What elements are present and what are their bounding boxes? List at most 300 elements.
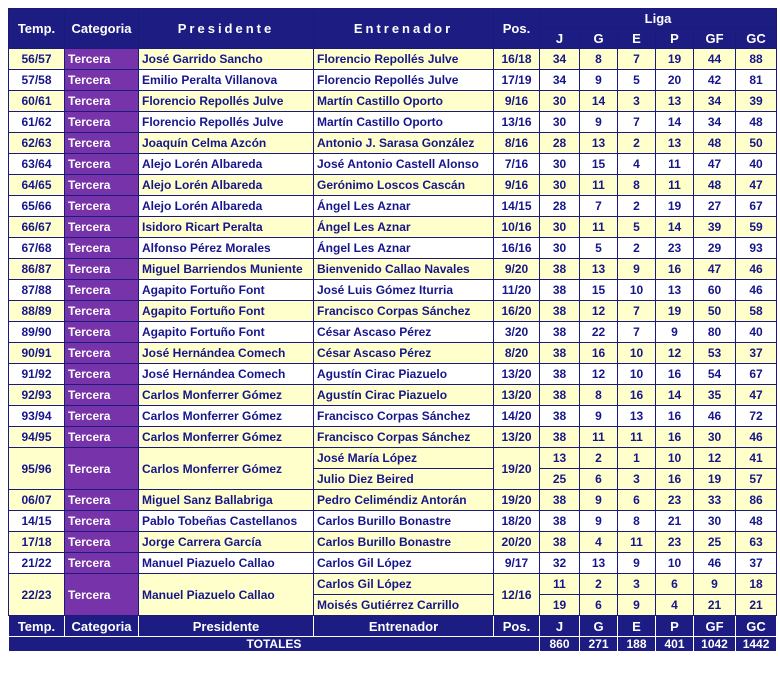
cell-presidente: Joaquín Celma Azcón bbox=[139, 133, 314, 154]
cell-presidente: Miguel Sanz Ballabriga bbox=[139, 490, 314, 511]
table-row bbox=[9, 217, 777, 238]
cell-j: 30 bbox=[540, 217, 580, 238]
cell-temp: 67/68 bbox=[9, 238, 65, 259]
totals-j: 860 bbox=[540, 637, 580, 652]
footer-categoria: Categoria bbox=[65, 616, 139, 637]
cell-gc: 40 bbox=[736, 154, 777, 175]
cell-p: 10 bbox=[656, 553, 694, 574]
cell-presidente: Carlos Monferrer Gómez bbox=[139, 385, 314, 406]
cell-temp: 94/95 bbox=[9, 427, 65, 448]
table-row bbox=[9, 385, 777, 406]
cell-g: 9 bbox=[580, 406, 618, 427]
cell-pos: 16/16 bbox=[494, 238, 540, 259]
cell-gc: 21 bbox=[736, 595, 777, 616]
cell-g: 11 bbox=[580, 427, 618, 448]
cell-g: 13 bbox=[580, 133, 618, 154]
cell-presidente: Manuel Piazuelo Callao bbox=[139, 553, 314, 574]
cell-entrenador: Bienvenido Callao Navales bbox=[314, 259, 494, 280]
cell-e: 8 bbox=[618, 175, 656, 196]
cell-j: 38 bbox=[540, 406, 580, 427]
cell-pos: 8/16 bbox=[494, 133, 540, 154]
cell-g: 12 bbox=[580, 364, 618, 385]
cell-p: 11 bbox=[656, 154, 694, 175]
cell-e: 3 bbox=[618, 574, 656, 595]
cell-presidente: José Garrido Sancho bbox=[139, 49, 314, 70]
cell-entrenador: Antonio J. Sarasa González bbox=[314, 133, 494, 154]
cell-j: 32 bbox=[540, 553, 580, 574]
cell-gf: 60 bbox=[694, 280, 736, 301]
cell-g: 9 bbox=[580, 490, 618, 511]
table-header bbox=[9, 9, 777, 49]
cell-entrenador: Francisco Corpas Sánchez bbox=[314, 406, 494, 427]
cell-entrenador: Ángel Les Aznar bbox=[314, 196, 494, 217]
cell-p: 19 bbox=[656, 196, 694, 217]
cell-entrenador: César Ascaso Pérez bbox=[314, 322, 494, 343]
table-row bbox=[9, 196, 777, 217]
cell-categoria: Tercera bbox=[65, 343, 139, 364]
table-row bbox=[9, 448, 777, 469]
cell-gf: 27 bbox=[694, 196, 736, 217]
cell-temp: 57/58 bbox=[9, 70, 65, 91]
cell-presidente: Miguel Barriendos Muniente bbox=[139, 259, 314, 280]
header-j: J bbox=[540, 29, 580, 49]
cell-gc: 67 bbox=[736, 364, 777, 385]
cell-pos: 19/20 bbox=[494, 490, 540, 511]
cell-gc: 37 bbox=[736, 553, 777, 574]
table-row bbox=[9, 364, 777, 385]
cell-j: 28 bbox=[540, 133, 580, 154]
cell-j: 30 bbox=[540, 238, 580, 259]
cell-presidente: Emilio Peralta Villanova bbox=[139, 70, 314, 91]
cell-gf: 9 bbox=[694, 574, 736, 595]
cell-gf: 21 bbox=[694, 595, 736, 616]
cell-j: 30 bbox=[540, 91, 580, 112]
cell-j: 38 bbox=[540, 511, 580, 532]
cell-gc: 67 bbox=[736, 196, 777, 217]
cell-gc: 50 bbox=[736, 133, 777, 154]
cell-temp: 65/66 bbox=[9, 196, 65, 217]
cell-entrenador: Agustín Cirac Piazuelo bbox=[314, 385, 494, 406]
cell-presidente: Alfonso Pérez Morales bbox=[139, 238, 314, 259]
cell-e: 10 bbox=[618, 343, 656, 364]
cell-j: 34 bbox=[540, 49, 580, 70]
totals-label: TOTALES bbox=[9, 637, 540, 652]
cell-g: 7 bbox=[580, 196, 618, 217]
cell-gf: 54 bbox=[694, 364, 736, 385]
table-row bbox=[9, 70, 777, 91]
cell-entrenador: Florencio Repollés Julve bbox=[314, 70, 494, 91]
cell-p: 23 bbox=[656, 238, 694, 259]
cell-pos: 8/20 bbox=[494, 343, 540, 364]
header-presidente: Presidente bbox=[139, 9, 314, 49]
cell-j: 38 bbox=[540, 301, 580, 322]
cell-presidente: Agapito Fortuño Font bbox=[139, 322, 314, 343]
cell-entrenador: Carlos Gil López bbox=[314, 574, 494, 595]
cell-temp: 92/93 bbox=[9, 385, 65, 406]
table-row bbox=[9, 175, 777, 196]
cell-gc: 59 bbox=[736, 217, 777, 238]
cell-e: 6 bbox=[618, 490, 656, 511]
cell-j: 38 bbox=[540, 490, 580, 511]
cell-gc: 37 bbox=[736, 343, 777, 364]
cell-gf: 35 bbox=[694, 385, 736, 406]
cell-g: 2 bbox=[580, 574, 618, 595]
table-row bbox=[9, 406, 777, 427]
cell-p: 14 bbox=[656, 385, 694, 406]
cell-pos: 7/16 bbox=[494, 154, 540, 175]
cell-entrenador: Francisco Corpas Sánchez bbox=[314, 427, 494, 448]
cell-presidente: Agapito Fortuño Font bbox=[139, 301, 314, 322]
table-row bbox=[9, 553, 777, 574]
cell-e: 7 bbox=[618, 322, 656, 343]
cell-e: 10 bbox=[618, 364, 656, 385]
cell-g: 12 bbox=[580, 301, 618, 322]
cell-p: 13 bbox=[656, 280, 694, 301]
cell-categoria: Tercera bbox=[65, 364, 139, 385]
cell-gf: 39 bbox=[694, 217, 736, 238]
footer-gf: GF bbox=[694, 616, 736, 637]
cell-presidente: José Hernándea Comech bbox=[139, 364, 314, 385]
cell-e: 1 bbox=[618, 448, 656, 469]
table-row bbox=[9, 322, 777, 343]
cell-gf: 48 bbox=[694, 175, 736, 196]
cell-pos: 14/15 bbox=[494, 196, 540, 217]
cell-temp: 91/92 bbox=[9, 364, 65, 385]
cell-g: 5 bbox=[580, 238, 618, 259]
cell-pos: 10/16 bbox=[494, 217, 540, 238]
table-row bbox=[9, 238, 777, 259]
table-row bbox=[9, 259, 777, 280]
cell-entrenador: José Luis Gómez Iturria bbox=[314, 280, 494, 301]
cell-g: 9 bbox=[580, 511, 618, 532]
cell-j: 30 bbox=[540, 112, 580, 133]
cell-p: 19 bbox=[656, 301, 694, 322]
cell-temp: 22/23 bbox=[9, 574, 65, 616]
cell-j: 25 bbox=[540, 469, 580, 490]
cell-gc: 18 bbox=[736, 574, 777, 595]
cell-g: 9 bbox=[580, 70, 618, 91]
cell-p: 11 bbox=[656, 175, 694, 196]
cell-temp: 56/57 bbox=[9, 49, 65, 70]
cell-categoria: Tercera bbox=[65, 196, 139, 217]
cell-temp: 17/18 bbox=[9, 532, 65, 553]
cell-e: 3 bbox=[618, 91, 656, 112]
cell-gc: 47 bbox=[736, 175, 777, 196]
table-row bbox=[9, 112, 777, 133]
cell-categoria: Tercera bbox=[65, 322, 139, 343]
cell-p: 16 bbox=[656, 406, 694, 427]
cell-gf: 29 bbox=[694, 238, 736, 259]
cell-g: 11 bbox=[580, 217, 618, 238]
cell-entrenador: Moisés Gutiérrez Carrillo bbox=[314, 595, 494, 616]
cell-p: 4 bbox=[656, 595, 694, 616]
cell-e: 11 bbox=[618, 532, 656, 553]
cell-temp: 87/88 bbox=[9, 280, 65, 301]
cell-pos: 3/20 bbox=[494, 322, 540, 343]
cell-categoria: Tercera bbox=[65, 406, 139, 427]
cell-entrenador: Gerónimo Loscos Cascán bbox=[314, 175, 494, 196]
cell-temp: 64/65 bbox=[9, 175, 65, 196]
cell-gc: 40 bbox=[736, 322, 777, 343]
cell-entrenador: Julio Diez Beired bbox=[314, 469, 494, 490]
cell-p: 14 bbox=[656, 112, 694, 133]
cell-e: 9 bbox=[618, 553, 656, 574]
cell-gf: 25 bbox=[694, 532, 736, 553]
cell-e: 2 bbox=[618, 196, 656, 217]
cell-presidente: Alejo Lorén Albareda bbox=[139, 196, 314, 217]
cell-entrenador: Carlos Burillo Bonastre bbox=[314, 511, 494, 532]
cell-gc: 72 bbox=[736, 406, 777, 427]
table-body bbox=[9, 49, 777, 616]
cell-gf: 34 bbox=[694, 91, 736, 112]
footer-p: P bbox=[656, 616, 694, 637]
cell-temp: 66/67 bbox=[9, 217, 65, 238]
cell-g: 13 bbox=[580, 259, 618, 280]
cell-gf: 50 bbox=[694, 301, 736, 322]
cell-categoria: Tercera bbox=[65, 238, 139, 259]
cell-gc: 63 bbox=[736, 532, 777, 553]
header-e: E bbox=[618, 29, 656, 49]
stats-table-wrapper bbox=[8, 8, 777, 652]
cell-categoria: Tercera bbox=[65, 133, 139, 154]
header-gc: GC bbox=[736, 29, 777, 49]
cell-g: 8 bbox=[580, 49, 618, 70]
cell-gf: 12 bbox=[694, 448, 736, 469]
cell-gc: 57 bbox=[736, 469, 777, 490]
cell-j: 28 bbox=[540, 196, 580, 217]
cell-gf: 47 bbox=[694, 154, 736, 175]
cell-temp: 61/62 bbox=[9, 112, 65, 133]
cell-p: 20 bbox=[656, 70, 694, 91]
cell-gc: 39 bbox=[736, 91, 777, 112]
cell-j: 34 bbox=[540, 70, 580, 91]
cell-p: 19 bbox=[656, 49, 694, 70]
cell-entrenador: José María López bbox=[314, 448, 494, 469]
cell-categoria: Tercera bbox=[65, 259, 139, 280]
table-row bbox=[9, 91, 777, 112]
cell-pos: 12/16 bbox=[494, 574, 540, 616]
cell-categoria: Tercera bbox=[65, 490, 139, 511]
cell-presidente: Alejo Lorén Albareda bbox=[139, 154, 314, 175]
cell-p: 6 bbox=[656, 574, 694, 595]
footer-j: J bbox=[540, 616, 580, 637]
cell-categoria: Tercera bbox=[65, 448, 139, 490]
cell-presidente: Agapito Fortuño Font bbox=[139, 280, 314, 301]
footer-temp: Temp. bbox=[9, 616, 65, 637]
cell-pos: 13/20 bbox=[494, 364, 540, 385]
cell-categoria: Tercera bbox=[65, 175, 139, 196]
cell-j: 19 bbox=[540, 595, 580, 616]
cell-p: 10 bbox=[656, 448, 694, 469]
cell-p: 13 bbox=[656, 133, 694, 154]
cell-pos: 14/20 bbox=[494, 406, 540, 427]
cell-e: 16 bbox=[618, 385, 656, 406]
cell-gc: 81 bbox=[736, 70, 777, 91]
cell-e: 7 bbox=[618, 112, 656, 133]
cell-p: 16 bbox=[656, 259, 694, 280]
footer-entrenador: Entrenador bbox=[314, 616, 494, 637]
table-row bbox=[9, 343, 777, 364]
cell-presidente: Pablo Tobeñas Castellanos bbox=[139, 511, 314, 532]
cell-e: 9 bbox=[618, 259, 656, 280]
cell-categoria: Tercera bbox=[65, 532, 139, 553]
cell-gf: 30 bbox=[694, 511, 736, 532]
cell-e: 13 bbox=[618, 406, 656, 427]
cell-pos: 19/20 bbox=[494, 448, 540, 490]
cell-categoria: Tercera bbox=[65, 427, 139, 448]
cell-presidente: Carlos Monferrer Gómez bbox=[139, 427, 314, 448]
cell-gf: 46 bbox=[694, 553, 736, 574]
footer-e: E bbox=[618, 616, 656, 637]
cell-j: 11 bbox=[540, 574, 580, 595]
table-row bbox=[9, 301, 777, 322]
table-row bbox=[9, 574, 777, 595]
cell-gc: 47 bbox=[736, 385, 777, 406]
cell-g: 22 bbox=[580, 322, 618, 343]
cell-pos: 13/20 bbox=[494, 427, 540, 448]
cell-g: 11 bbox=[580, 175, 618, 196]
cell-pos: 18/20 bbox=[494, 511, 540, 532]
header-p: P bbox=[656, 29, 694, 49]
cell-j: 38 bbox=[540, 280, 580, 301]
cell-pos: 9/20 bbox=[494, 259, 540, 280]
cell-gf: 19 bbox=[694, 469, 736, 490]
cell-j: 38 bbox=[540, 322, 580, 343]
cell-e: 3 bbox=[618, 469, 656, 490]
header-g: G bbox=[580, 29, 618, 49]
cell-temp: 06/07 bbox=[9, 490, 65, 511]
cell-g: 6 bbox=[580, 469, 618, 490]
cell-j: 38 bbox=[540, 385, 580, 406]
cell-gf: 80 bbox=[694, 322, 736, 343]
cell-gc: 46 bbox=[736, 427, 777, 448]
cell-j: 38 bbox=[540, 343, 580, 364]
cell-temp: 14/15 bbox=[9, 511, 65, 532]
cell-categoria: Tercera bbox=[65, 49, 139, 70]
table-row bbox=[9, 280, 777, 301]
cell-e: 2 bbox=[618, 238, 656, 259]
cell-g: 13 bbox=[580, 553, 618, 574]
cell-gc: 48 bbox=[736, 112, 777, 133]
cell-g: 4 bbox=[580, 532, 618, 553]
cell-temp: 93/94 bbox=[9, 406, 65, 427]
cell-e: 5 bbox=[618, 70, 656, 91]
cell-categoria: Tercera bbox=[65, 574, 139, 616]
cell-gc: 58 bbox=[736, 301, 777, 322]
cell-categoria: Tercera bbox=[65, 217, 139, 238]
cell-j: 38 bbox=[540, 364, 580, 385]
cell-g: 14 bbox=[580, 91, 618, 112]
table-row bbox=[9, 154, 777, 175]
cell-e: 7 bbox=[618, 49, 656, 70]
cell-e: 11 bbox=[618, 427, 656, 448]
cell-e: 2 bbox=[618, 133, 656, 154]
cell-j: 38 bbox=[540, 532, 580, 553]
table-row bbox=[9, 532, 777, 553]
cell-gc: 46 bbox=[736, 280, 777, 301]
totals-gf: 1042 bbox=[694, 637, 736, 652]
cell-entrenador: Agustín Cirac Piazuelo bbox=[314, 364, 494, 385]
cell-presidente: Alejo Lorén Albareda bbox=[139, 175, 314, 196]
cell-g: 2 bbox=[580, 448, 618, 469]
cell-g: 16 bbox=[580, 343, 618, 364]
cell-pos: 20/20 bbox=[494, 532, 540, 553]
cell-g: 15 bbox=[580, 280, 618, 301]
cell-e: 4 bbox=[618, 154, 656, 175]
cell-p: 12 bbox=[656, 343, 694, 364]
cell-e: 10 bbox=[618, 280, 656, 301]
cell-gc: 93 bbox=[736, 238, 777, 259]
cell-j: 38 bbox=[540, 259, 580, 280]
cell-categoria: Tercera bbox=[65, 154, 139, 175]
cell-j: 38 bbox=[540, 427, 580, 448]
header-entrenador: Entrenador bbox=[314, 9, 494, 49]
cell-categoria: Tercera bbox=[65, 553, 139, 574]
cell-p: 23 bbox=[656, 532, 694, 553]
cell-categoria: Tercera bbox=[65, 112, 139, 133]
header-categoria: Categoria bbox=[65, 9, 139, 49]
cell-presidente: Manuel Piazuelo Callao bbox=[139, 574, 314, 616]
cell-entrenador: César Ascaso Pérez bbox=[314, 343, 494, 364]
cell-entrenador: Carlos Burillo Bonastre bbox=[314, 532, 494, 553]
cell-e: 5 bbox=[618, 217, 656, 238]
cell-gf: 53 bbox=[694, 343, 736, 364]
cell-gf: 34 bbox=[694, 112, 736, 133]
cell-p: 16 bbox=[656, 427, 694, 448]
table-row bbox=[9, 511, 777, 532]
cell-presidente: Carlos Monferrer Gómez bbox=[139, 448, 314, 490]
cell-temp: 63/64 bbox=[9, 154, 65, 175]
cell-categoria: Tercera bbox=[65, 91, 139, 112]
cell-presidente: Isidoro Ricart Peralta bbox=[139, 217, 314, 238]
footer-pos: Pos. bbox=[494, 616, 540, 637]
cell-p: 16 bbox=[656, 469, 694, 490]
cell-temp: 60/61 bbox=[9, 91, 65, 112]
cell-g: 6 bbox=[580, 595, 618, 616]
cell-gf: 47 bbox=[694, 259, 736, 280]
table-row bbox=[9, 49, 777, 70]
cell-gf: 46 bbox=[694, 406, 736, 427]
cell-temp: 21/22 bbox=[9, 553, 65, 574]
cell-j: 30 bbox=[540, 154, 580, 175]
season-stats-table bbox=[8, 8, 777, 652]
cell-gc: 41 bbox=[736, 448, 777, 469]
header-liga: Liga bbox=[540, 9, 777, 29]
cell-pos: 9/16 bbox=[494, 175, 540, 196]
cell-categoria: Tercera bbox=[65, 385, 139, 406]
cell-p: 9 bbox=[656, 322, 694, 343]
cell-temp: 89/90 bbox=[9, 322, 65, 343]
cell-entrenador: Pedro Celiméndiz Antorán bbox=[314, 490, 494, 511]
cell-g: 8 bbox=[580, 385, 618, 406]
cell-gf: 42 bbox=[694, 70, 736, 91]
cell-categoria: Tercera bbox=[65, 511, 139, 532]
cell-categoria: Tercera bbox=[65, 280, 139, 301]
cell-pos: 16/20 bbox=[494, 301, 540, 322]
cell-pos: 13/16 bbox=[494, 112, 540, 133]
footer-gc: GC bbox=[736, 616, 777, 637]
cell-p: 14 bbox=[656, 217, 694, 238]
cell-g: 15 bbox=[580, 154, 618, 175]
cell-e: 7 bbox=[618, 301, 656, 322]
cell-p: 21 bbox=[656, 511, 694, 532]
totals-g: 271 bbox=[580, 637, 618, 652]
cell-temp: 95/96 bbox=[9, 448, 65, 490]
cell-e: 8 bbox=[618, 511, 656, 532]
header-temp: Temp. bbox=[9, 9, 65, 49]
footer-g: G bbox=[580, 616, 618, 637]
cell-gf: 44 bbox=[694, 49, 736, 70]
